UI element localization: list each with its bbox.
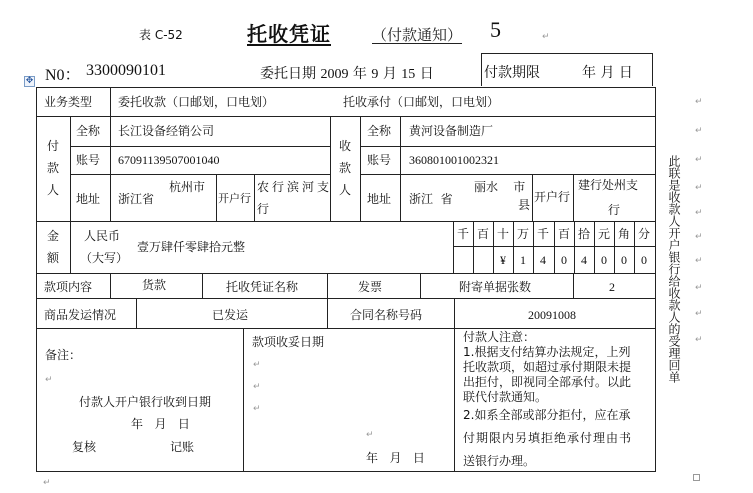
grid-line (330, 116, 331, 221)
notice-item1-line4: 联代付款通知。 (463, 390, 548, 404)
payer-city: 杭州市 (169, 180, 206, 194)
digit-value: ¥ (500, 253, 506, 267)
paragraph-mark-icon: ↵ (45, 375, 53, 385)
notice-item1-line1: 1.根据支付结算办法规定，上列 (463, 345, 631, 359)
voucher-name-value: 发票 (358, 280, 383, 294)
review-label: 复核 (72, 440, 97, 454)
payer-full-name: 长江设备经销公司 (118, 124, 215, 138)
payer-account-label: 账号 (76, 153, 101, 167)
table-move-handle-icon[interactable]: ✥ (25, 76, 34, 86)
payer-section-label-1: 付 (47, 139, 60, 153)
copy-number: 5 (490, 17, 501, 42)
payer-province: 浙江省 (118, 192, 155, 206)
end-cell-marker-icon (693, 474, 700, 481)
digit-value: 4 (540, 253, 546, 267)
notice-item1-line2: 托收款项，如超过承付期限未提 (463, 360, 632, 374)
payment-deadline-value: 年 月 日 (582, 65, 633, 81)
content-value: 货款 (142, 278, 167, 292)
grid-line (110, 87, 111, 116)
digit-value: 0 (561, 253, 567, 267)
attached-docs-value: 2 (609, 280, 615, 294)
business-type-option-entrust[interactable]: 委托收款（口邮划，口电划） (118, 95, 275, 109)
amount-uppercase-value: 壹万肆仟零肆拾元整 (137, 240, 246, 254)
grid-line (70, 174, 330, 175)
entrust-date-label: 委托日期 (260, 66, 316, 82)
digit-header: 千 (536, 227, 549, 241)
payee-section-label-1: 收 (339, 139, 352, 153)
bookkeeping-label: 记账 (170, 440, 195, 454)
payment-deadline-label: 付款期限 (484, 65, 540, 81)
business-type-option-acceptance[interactable]: 托收承付（口邮划，口电划） (343, 95, 500, 109)
table-border-bottom (36, 471, 656, 472)
shipping-label: 商品发运情况 (44, 308, 117, 322)
digit-value: 4 (581, 253, 587, 267)
grid-line (216, 174, 217, 221)
grid-line (70, 116, 71, 221)
digit-header: 分 (637, 227, 650, 241)
payer-bank-label: 开户行 (218, 192, 251, 205)
digit-header: 百 (476, 227, 489, 241)
payee-section-label-3: 人 (339, 183, 352, 197)
paragraph-mark-icon: ↵ (366, 430, 374, 440)
paragraph-mark-icon: ↵ (695, 208, 703, 218)
digit-header: 角 (617, 227, 630, 241)
digit-header: 万 (516, 227, 529, 241)
entrust-year: 2009 (320, 67, 349, 82)
paragraph-mark-icon: ↵ (253, 360, 261, 370)
amount-section-label-2: 额 (47, 251, 60, 265)
month-char: 月 (382, 66, 397, 82)
notice-item1-line3: 出拒付，即视同全部承付。以此 (463, 375, 632, 389)
notice-item2-line2: 付期限内另填拒绝承付理由书 (463, 431, 633, 445)
receipt-date-value: 年 月 日 (366, 451, 425, 465)
grid-line (400, 116, 401, 221)
payer-bank-line2: 行 (257, 202, 270, 216)
grid-line (254, 174, 255, 221)
day-char: 日 (419, 66, 434, 82)
grid-line (532, 174, 533, 221)
grid-line (136, 298, 137, 328)
grid-line (454, 328, 455, 471)
digit-header: 千 (456, 227, 469, 241)
payee-city: 丽水 市 (474, 180, 526, 194)
digit-header: 十 (496, 227, 509, 241)
currency-label: 人民币 (84, 229, 121, 243)
grid-line (36, 328, 656, 329)
paragraph-mark-icon: ↵ (695, 256, 703, 266)
number-label: N0： (45, 67, 81, 84)
paragraph-mark-icon: ↵ (695, 335, 703, 345)
voucher-name-label: 托收凭证名称 (226, 280, 299, 294)
form-title: 托收凭证 (247, 22, 331, 46)
grid-line (36, 221, 656, 222)
grid-line (454, 298, 455, 328)
paragraph-mark-icon: ↵ (695, 155, 703, 165)
payee-full-name-label: 全称 (367, 124, 392, 138)
payer-address-label: 地址 (76, 192, 101, 206)
paragraph-mark-icon: ↵ (542, 32, 550, 42)
grid-line (202, 273, 203, 298)
grid-line (36, 116, 656, 117)
notice-title: 付款人注意： (463, 330, 536, 344)
payee-bank-line2: 行 (608, 203, 621, 217)
paragraph-mark-icon: ↵ (43, 478, 51, 488)
digit-value: 0 (621, 253, 627, 267)
side-note: 此联是收款人开户银行给收款人的受理回单 (667, 155, 681, 383)
paragraph-mark-icon: ↵ (695, 97, 703, 107)
attached-docs-label: 附寄单据张数 (459, 280, 532, 294)
payee-bank-label: 开户行 (534, 190, 571, 204)
paragraph-mark-icon: ↵ (695, 232, 703, 242)
paragraph-mark-icon: ↵ (695, 309, 703, 319)
paragraph-mark-icon: ↵ (695, 283, 703, 293)
payer-account: 67091139507001040 (118, 153, 220, 167)
digit-header: 元 (597, 227, 610, 241)
entrust-month: 9 (371, 67, 379, 82)
notice-item2-line1: 2.如系全部或部分拒付，应在承 (463, 408, 631, 422)
notice-item2-line3: 送银行办理。 (463, 454, 536, 468)
contract-value: 20091008 (528, 308, 576, 322)
content-label: 款项内容 (44, 280, 93, 294)
uppercase-label: （大写） (80, 251, 129, 265)
table-border-right (655, 87, 656, 472)
contract-label: 合同名称号码 (350, 308, 423, 322)
form-code: 表 C-52 (139, 28, 183, 42)
shipping-value: 已发运 (212, 308, 249, 322)
payee-section-label-2: 款 (339, 161, 352, 175)
payee-account-label: 账号 (367, 153, 392, 167)
bank-received-label: 付款人开户银行收到日期 (79, 395, 212, 409)
grid-line (573, 273, 574, 298)
business-type-label: 业务类型 (44, 95, 93, 109)
payee-address-label: 地址 (367, 192, 392, 206)
number-value: 3300090101 (86, 62, 166, 79)
bank-received-date: 年 月 日 (131, 417, 190, 431)
payee-bank-line1: 建行处州支 (578, 178, 639, 192)
grid-line (70, 221, 71, 273)
paragraph-mark-icon: ↵ (695, 126, 703, 136)
payer-section-label-3: 人 (47, 183, 60, 197)
receipt-date-label: 款项收妥日期 (252, 335, 325, 349)
payee-account: 360801001002321 (409, 153, 499, 167)
digit-value: 0 (641, 253, 647, 267)
payer-section-label-2: 款 (47, 161, 60, 175)
payer-bank-line1: 农行滨河支 (257, 180, 333, 194)
grid-line (420, 273, 421, 298)
year-char: 年 (352, 66, 367, 82)
form-subtitle: （付款通知） (372, 26, 463, 44)
paragraph-mark-icon: ↵ (253, 404, 261, 414)
grid-line (36, 273, 656, 274)
grid-line (327, 298, 328, 328)
grid-line (110, 273, 111, 298)
table-border-top (36, 87, 656, 88)
payee-county: 县 (518, 198, 531, 212)
entrust-day: 15 (401, 67, 416, 82)
payer-full-name-label: 全称 (76, 124, 101, 138)
payee-full-name: 黄河设备制造厂 (409, 124, 494, 138)
table-border-left (36, 87, 37, 472)
digit-value: 1 (520, 253, 526, 267)
grid-line (243, 328, 244, 471)
grid-line (573, 174, 574, 221)
entrust-date (260, 63, 434, 83)
grid-line (360, 116, 361, 221)
grid-line (360, 174, 656, 175)
digit-header: 百 (557, 227, 570, 241)
grid-line (327, 273, 328, 298)
remarks-label: 备注： (45, 348, 82, 362)
paragraph-mark-icon: ↵ (253, 382, 261, 392)
payee-province: 浙江 省 (409, 192, 453, 206)
grid-line (70, 146, 330, 147)
grid-line (360, 146, 656, 147)
grid-line (36, 298, 656, 299)
paragraph-mark-icon: ↵ (695, 183, 703, 193)
digit-value: 0 (601, 253, 607, 267)
digit-header: 拾 (577, 227, 590, 241)
grid-line (110, 116, 111, 221)
amount-section-label-1: 金 (47, 229, 60, 243)
